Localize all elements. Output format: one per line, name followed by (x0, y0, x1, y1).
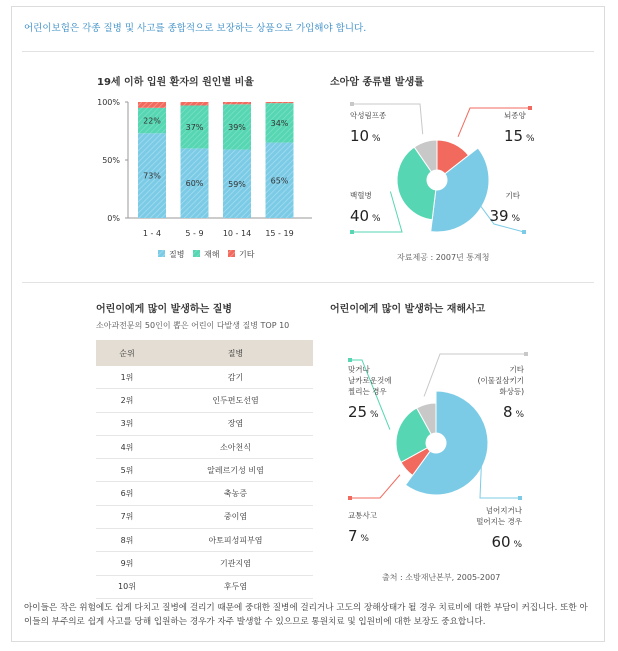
pie-value-label: 60 % (491, 533, 522, 551)
pie-slice-label: 악성림프종 (350, 111, 387, 120)
bar-x-tick-label: 15 - 19 (265, 229, 294, 238)
rank-cell: 10위 (96, 575, 158, 598)
rank-cell: 6위 (96, 482, 158, 505)
pie-slice-label: 기타 (509, 365, 524, 374)
rank-cell: 5위 (96, 459, 158, 482)
pie-leader-dot (348, 496, 352, 500)
column-header-rank: 순위 (96, 340, 158, 366)
pie-value-label: 39 % (489, 207, 520, 225)
pie-value-label: 25 % (348, 403, 379, 421)
pie-slice-label: 떨어지는 경우 (476, 517, 522, 526)
disease-cell: 인두편도선염 (158, 389, 313, 412)
pie-leader-dot (524, 352, 528, 356)
disease-cell: 기관지염 (158, 552, 313, 575)
legend-label: 질병 (169, 250, 185, 259)
pie-leader-line (480, 458, 520, 498)
bar-data-label: 59% (228, 179, 246, 189)
bar-data-label: 37% (185, 122, 204, 132)
rank-cell: 1위 (96, 366, 158, 389)
bar-data-label: 60% (185, 179, 204, 189)
table-row (96, 412, 313, 435)
table-row (96, 552, 313, 575)
disease-cell: 중이염 (158, 505, 313, 528)
table-row (96, 459, 313, 482)
rank-cell: 7위 (96, 505, 158, 528)
table-title: 어린이에게 많이 발생하는 질병 (96, 304, 233, 315)
pie-leader-dot (518, 496, 522, 500)
pie1-title: 소아암 종류별 발생률 (330, 77, 424, 88)
disease-cell: 소아천식 (158, 435, 313, 458)
column-header-disease: 질병 (158, 340, 313, 366)
table-subtitle: 소아과전문의 50인이 뽑은 어린이 다발생 질병 TOP 10 (96, 321, 290, 330)
disease-cell: 장염 (158, 412, 313, 435)
bar-data-label: 73% (143, 171, 161, 181)
disease-ranking-table (96, 340, 313, 599)
pie-value-label: 15 % (504, 127, 535, 145)
table-header-row (96, 340, 313, 366)
pie-slice-label: 뇌종양 (504, 111, 526, 120)
pie-value-label: 40 % (350, 207, 381, 225)
disease-cell: 아토피성피부염 (158, 529, 313, 552)
table-row (96, 389, 313, 412)
rank-cell: 3위 (96, 412, 158, 435)
pie-slice-label: 교통사고 (348, 511, 377, 520)
bar-y-tick-label: 100% (97, 98, 120, 107)
pie1-source: 자료제공 : 2007년 통계청 (397, 253, 490, 262)
pie-value-label: 10 % (350, 127, 381, 145)
table-row (96, 482, 313, 505)
disease-cell: 축농증 (158, 482, 313, 505)
bar-x-tick-label: 10 - 14 (222, 229, 252, 238)
table-row (96, 435, 313, 458)
pie-slice-label: 맞거나 (348, 365, 370, 374)
pie-slice-label: 백혈병 (350, 191, 372, 200)
legend-label: 기타 (239, 250, 255, 259)
pie-leader-line (350, 475, 400, 498)
pie-slice-label: 화상등) (499, 387, 524, 396)
table-row (96, 505, 313, 528)
intro-text: 어린이보험은 각종 질병 및 사고를 종합적으로 보장하는 상품으로 가입해야 합니다. (24, 23, 367, 34)
rank-cell: 2위 (96, 389, 158, 412)
table-row (96, 366, 313, 389)
rank-cell: 9위 (96, 552, 158, 575)
pie-value-label: 8 % (503, 403, 524, 421)
legend-label: 재해 (204, 250, 220, 259)
rank-cell: 8위 (96, 529, 158, 552)
table-row (96, 575, 313, 598)
bar-data-label: 22% (143, 116, 161, 126)
pie-slice-label: 넘어지거나 (485, 506, 522, 515)
bar-x-tick-label: 1 - 4 (142, 229, 162, 238)
pie-leader-dot (348, 358, 352, 362)
pie-slice-label: 날카로운것에 (348, 376, 392, 385)
bar-x-tick-label: 5 - 9 (185, 229, 204, 238)
pie-slice-label: (이물질삼키기 (477, 376, 524, 385)
footer-text: 아이들은 작은 위험에도 쉽게 다치고 질병에 걸리기 때문에 중대한 질병에 걸리거나 고도의 장해상태가 될 경우 치료비에 대한 부담이 커집니다. 또한 아이들의 부주의로 쉽게 사고를 당해 입원하는 경우가 자주 발생할 수 있으므로 통원치료 및 입원비에 대한 보장도 중요합니다. (24, 603, 588, 627)
pie2-source: 출처 : 소방재난본부, 2005-2007 (382, 573, 501, 582)
disease-cell: 후두염 (158, 575, 313, 598)
pie2-title: 어린이에게 많이 발생하는 재해사고 (330, 304, 486, 315)
bar-data-label: 34% (270, 118, 289, 128)
disease-cell: 알레르기성 비염 (158, 459, 313, 482)
bar-y-tick-label: 0% (107, 214, 120, 223)
pie-slice-label: 찔리는 경우 (348, 387, 387, 396)
pie-value-label: 7 % (348, 527, 369, 545)
bar-data-label: 65% (270, 176, 289, 186)
pie-slice-label: 기타 (505, 191, 520, 200)
bar-y-tick-label: 50% (102, 156, 120, 165)
bar-data-label: 39% (228, 122, 246, 132)
rank-cell: 4위 (96, 435, 158, 458)
table-row (96, 529, 313, 552)
bar-chart-title: 19세 이하 입원 환자의 원인별 비율 (97, 77, 254, 88)
disease-cell: 감기 (158, 366, 313, 389)
